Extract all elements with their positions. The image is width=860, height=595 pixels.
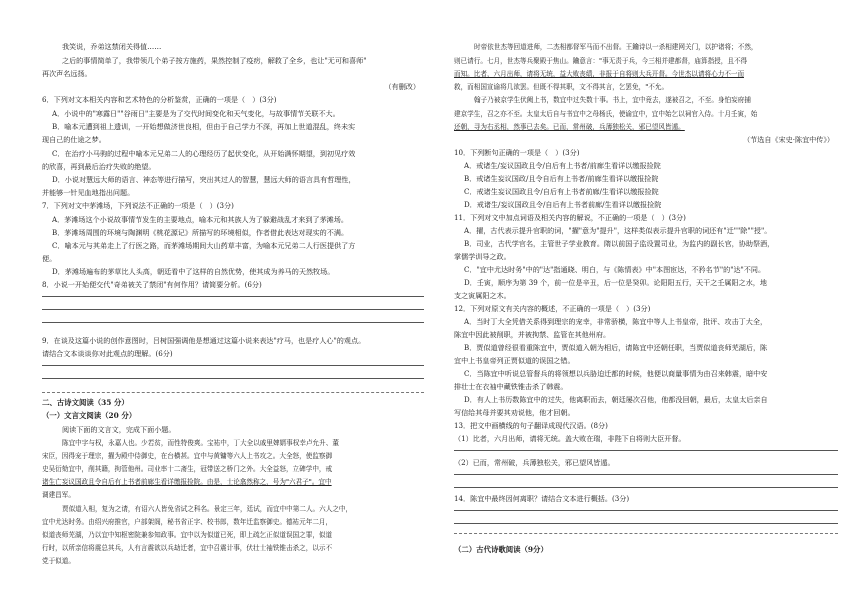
passage-line: 诸生亡妄议国政且令自后有上书者前廊生看详缴报捡院。由是，士论翕然称之，号为"六君子"。宜中 [42, 478, 332, 486]
answer-line [454, 523, 838, 524]
q7-option: D．茅滩场遍布的茅草比人头高，朝廷看中了这样的自然优势，使其成为养马的天然牧场。 [52, 267, 335, 276]
passage-line: 建京学生，召之亦不至。太皇太后自与书宜中之母杨氏，使谕宜中，宜中始乞以祠官入侍。十月壬寅，始 [454, 110, 758, 118]
answer-line [42, 296, 424, 297]
answer-line [454, 487, 838, 488]
passage-line: 贾似道入相，复为之请，有诏六人皆免省试之科名。景定三年，廷试，而宜中中第二人。六人之中， [62, 505, 353, 513]
q6-option: B．喻本元遭到祖上遗训，一开始想做济世良相，但由于自己学力不深，再加上世道混乱，终未实 [52, 122, 356, 131]
passage-line: 似道丧师芜湖，乃以宜中知枢密院兼参知政事。宜中以为似道已死，即上疏乞正似道误国之罪，似道 [42, 531, 333, 539]
passage-line: 宋臣，因得宠于理宗，擢为殿中侍御史，在台横甚。宜中与黄镛等六人上书攻之。大全怒，使监察御 [42, 452, 333, 460]
q11-option: 支之寅属阳之木。 [454, 291, 511, 300]
q11-option: 掌儒学训导之政。 [454, 252, 511, 261]
q13-sentence-1: （1）比者，六月出师，请将无统。盖大败在瑞，非陛下自将则大臣开督。 [454, 434, 686, 443]
text-line: 再次声名远扬。 [42, 69, 92, 78]
question-8: 8．小说一开始便交代"奇弟被关了禁闭"有何作用？请简要分析。(6分) [42, 280, 262, 289]
q12-option: B．贾似道曾经很看重陈宜中，贾似道入朝为相后，请陈宜中还朝任职，当贾似道丧师芜湖后，陈 [464, 343, 768, 352]
answer-line [42, 365, 424, 366]
q13-sentence-2: （2）已而，常州破，兵薄独松关，邪已望风皆遁。 [454, 458, 615, 467]
answer-line [42, 378, 424, 379]
q12-option: 排壮士在衣袖中藏铁锥击杀了韩震。 [454, 382, 568, 391]
q6-option: 并能够一针见血地指出问题。 [42, 188, 135, 197]
passage-line: 调建昌军。 [42, 491, 75, 499]
question-9: 9．在谈及这篇小说的创作意图时，吕树国强调他是想通过这篇小说来表达"疗马，也是疗人心"的观点。 [42, 336, 366, 345]
passage-line: 救，而相国宣谕将几欲罢。但既不得其职，文不得其言，乞罢免，"不允。 [454, 83, 669, 91]
q6-option: C．在治疗小马驹的过程中喻本元兄弟二人的心理经历了起伏变化，从开始满怀期望，到初见疗效 [52, 149, 356, 158]
question-9: 请结合文本谈谈你对此观点的理解。(6分) [42, 349, 173, 358]
q11-option: C．"宜中尤达时务"中的"达"指通晓、明白，与《陈情表》中"本图宦达，不矜名节"的"达"不同。 [464, 265, 766, 274]
section-title: 二、古诗文阅读（35 分） [42, 398, 129, 407]
question-11-stem: 11．下列对文中加点词语及相关内容的解说，不正确的一项是（ ）(3分) [454, 213, 686, 222]
text-line: 之后的事情简单了，我带领几个弟子按方施药，果然控制了疫疠，解救了全乡，也让"无可和喜师" [62, 56, 367, 65]
q11-option: D．壬寅，顺序为第 39 个，前一位是辛丑，后一位是癸卯。论阳阳五行，天干之壬属阳之水，地 [464, 278, 767, 287]
q7-option: B．茅滩场周围的环境与陶渊明《桃花源记》所描写的环境相似，作者借此表达对现实的不满。 [52, 228, 349, 237]
passage-line: 史吴衍劾宜中，削其籍，拘管他州。司业率十二斋生，冠带送之桥门之外。大全益怒，立碑学中，戒 [42, 465, 333, 473]
passage-line: 则已请行。七月，世杰等兵聚殿于焦山。鑰意言："事无责于兵，今三相并建都督，庙算指授，且不得 [454, 57, 748, 65]
passage-line: 宜中尤达时务。由绍兴府推官，户部架阁，秘书省正字、校书郎，数年迁监察御史。德祐元年二月， [42, 518, 333, 526]
q6-option: 现自己的仕途之梦。 [42, 135, 106, 144]
question-7-stem: 7．下列对文中茅滩场，下列说法不正确的一项是（ ）(3分) [42, 201, 234, 210]
q7-option: C．喻本元与其弟走上了行医之路，而茅滩场期间大山药草丰富，为喻本元兄弟二人行医提供了方 [52, 241, 356, 250]
passage-line: 行时，以所亲信将震总其兵，人有言震欲以兵劫迁者，宜中召震计事，伏壮士袖铁锥击杀之，以示不 [42, 544, 333, 552]
q12-option: C．当陈宜中听说总管督兵的将领想以兵胁迫迁都的时候，他便以商量事情为由召来韩震，暗中安 [464, 369, 768, 378]
q11-option: B．司业，古代学官名，主管世子学业教育。隋以前国子监设置司业，为监内的副长官，协助祭酒， [464, 239, 775, 248]
q7-option: 便。 [42, 254, 57, 263]
subsection-title: （二）古代诗歌阅读（9分） [454, 545, 548, 554]
text-line: 我笑说，乔弟这禁闭关得值…… [62, 42, 162, 51]
q12-option: 陈宜中因此被削职，并被拘禁、监管在其他州府。 [454, 330, 611, 339]
answer-line [42, 322, 424, 323]
answer-line [454, 450, 838, 451]
answer-line [454, 510, 838, 511]
q10-option: C．戒诸生妄议国政且令/自后有上书者前廊/生看详以缴报捡院 [464, 187, 659, 196]
q6-option: D．小说对慧远大师的语言、神态等进行描写，突出其过人的智慧，慧远大师的语言具有哲理性， [52, 175, 356, 184]
answer-line [454, 474, 838, 475]
passage-line: 陈宜中字与权，永嘉人也。少若贫，而性特俊爽。宝祐中，丁大全以戚里婢婿事权幸卢允升、董 [62, 439, 339, 447]
passage-line: 翰子乃被京学生伏阙上书，数宜中过失数十事。书上，宜中竟去，遂被召之，不至。身怕妄府捕 [474, 96, 751, 104]
passage-line: 时帝依世杰等回道进师，二杰相都督军马而不出督。王鑰诗以一杀相建网关门，以护诸将；不然， [474, 43, 758, 51]
section-divider [42, 392, 424, 393]
question-14: 14．陈宜中最终因何离职？请结合文本进行概括。(3分) [454, 494, 630, 503]
question-10-stem: 10．下列断句正确的一项是（ ）(3分) [454, 148, 580, 157]
question-6-stem: 6．下列对文本相关内容和艺术特色的分析鉴赏，正确的一项是（ ）(3分) [42, 95, 277, 104]
question-13-stem: 13．把文中画横线的句子翻译成现代汉语。(8分) [454, 421, 608, 430]
q12-option: D．有人上书历数陈宜中的过失，他离职而去，朝廷屡次召他，他都没回朝，最后，太皇太后亲自 [464, 395, 768, 404]
passage-intro: 阅读下面的文言文，完成下面小题。 [62, 425, 176, 434]
passage-line: 还朝，寻为右丞相，然事已去矣。已而，常州破，兵薄独松关，邪已望风皆遁。 [454, 123, 685, 131]
passage-line: 而知。比者，六月出师，请将无统，益大败丧绩，非报于自将则大兵开督。今世杰以请将心力不一而 [454, 70, 745, 78]
q6-option: A．小说中的"寒露日""谷雨日"主要是为了交代时间变化和天气变化，与故事情节关联不大。 [52, 109, 340, 118]
q12-option: 宜中上书皇帝列正贾似道的误国之错。 [454, 356, 575, 365]
q6-option: 的欣喜，再到最后治疗失败的绝望。 [42, 162, 156, 171]
question-12-stem: 12．下列对原文有关内容的概述，不正确的一项是（ ）(3分) [454, 304, 651, 313]
answer-line [42, 309, 424, 310]
passage-line: 党于似道。 [42, 557, 75, 565]
q7-option: A．茅滩场这个小说故事情节发生的主要地点，喻本元和其族人为了躲避战乱才来到了茅滩场。 [52, 215, 348, 224]
q12-option: A．当时丁大全凭借关系得到理宗的宠幸，非常骄横，陈宜中等人上书皇帝，批评、攻击丁大全， [464, 317, 768, 326]
q12-option: 写信给其母并要其劝说他，他才回朝。 [454, 408, 575, 417]
q10-option: A．戒诸生/妄议国政且令/自后有上书者/前廊生看详以缴报捡院 [464, 161, 661, 170]
section-divider [454, 533, 838, 534]
q11-option: A．擢，古代表示提升官职的词，"擢"意为"提升"，这样类似表示提升官职的词还有"迁""除""授"。 [464, 226, 772, 235]
source-note: （节选自《宋史·陈宜中传》） [743, 135, 834, 144]
subsection-title: （一）文言文阅读（20 分） [42, 411, 137, 420]
q10-option: D．戒诸生/妄议国政且令/自后有上书者前廊/生看详以缴报捡院 [464, 200, 662, 209]
source-note: （有删改） [384, 82, 420, 91]
q10-option: B．戒诸生妄议国政/且令自后有上书者/前廊生看详以缴报捡院 [464, 174, 659, 183]
